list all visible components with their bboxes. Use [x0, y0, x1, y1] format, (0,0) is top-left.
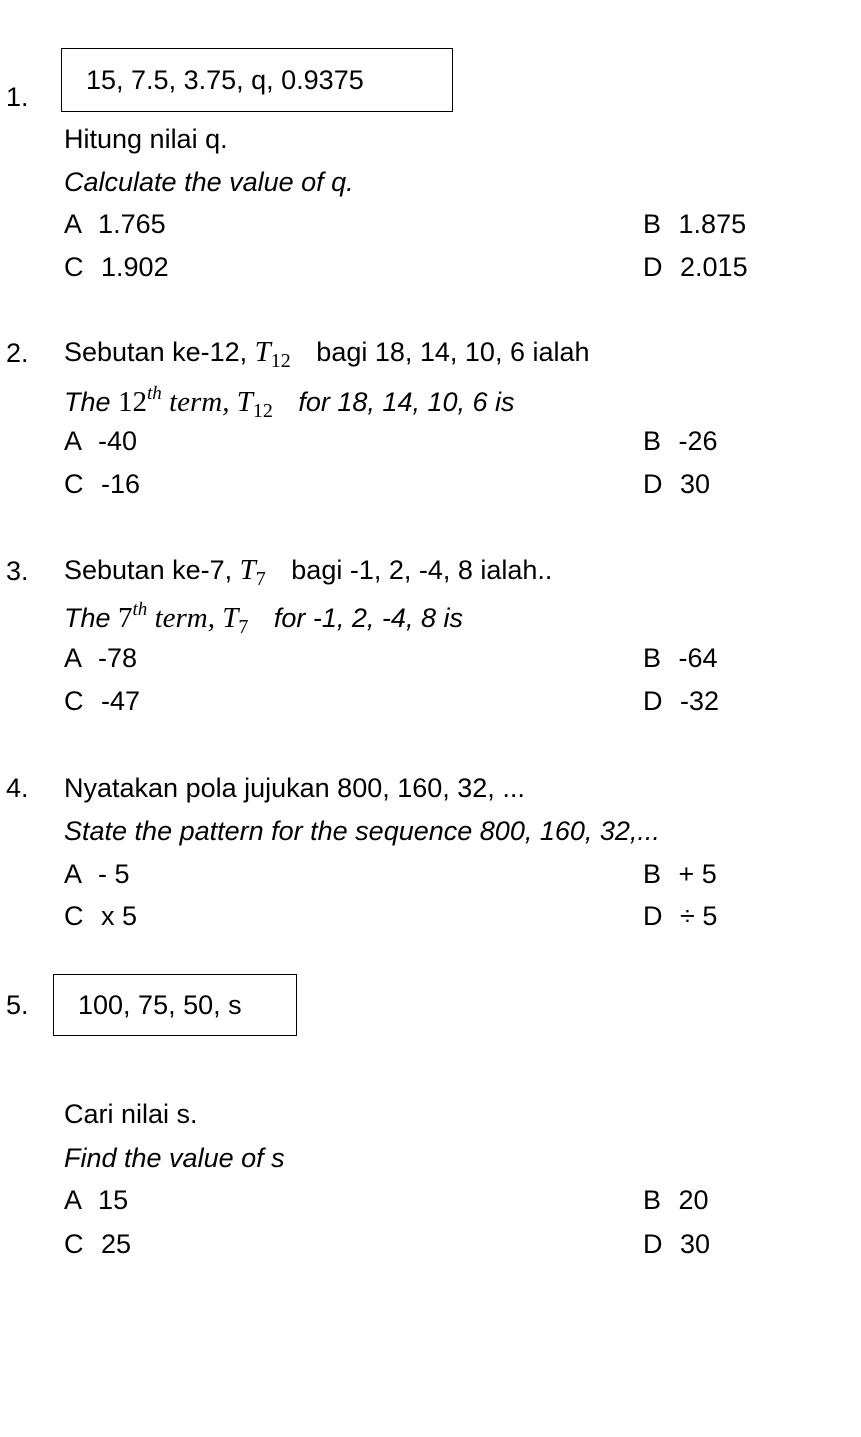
- question-2-malay-text: [64, 338, 590, 371]
- option-letter: B: [643, 426, 662, 456]
- question-1-sequence-box: [61, 48, 453, 112]
- question-4-number: 4.: [6, 773, 29, 803]
- option-letter: A: [64, 209, 81, 239]
- option-letter: A: [64, 426, 81, 456]
- question-3-option-c[interactable]: [64, 688, 140, 715]
- option-value: 30: [680, 1229, 711, 1259]
- question-5-option-c[interactable]: [64, 1231, 131, 1258]
- option-letter: C: [64, 1229, 84, 1259]
- malay-suffix: bagi 18, 14, 10, 6 ialah: [316, 337, 590, 367]
- malay-prefix: Sebutan ke-7,: [64, 555, 240, 585]
- option-value: 2.015: [680, 252, 748, 282]
- question-3-number: 3.: [6, 556, 29, 586]
- option-letter: B: [643, 1185, 662, 1215]
- question-1-option-a[interactable]: [64, 211, 166, 238]
- term-symbol: $T_7$: [239, 554, 266, 590]
- option-letter: D: [643, 686, 663, 716]
- question-5-sequence-box: [53, 974, 297, 1036]
- question-3-malay-text: [64, 556, 552, 589]
- malay-prefix: Sebutan ke-12,: [64, 337, 255, 367]
- option-letter: D: [643, 469, 663, 499]
- question-2-english-text: The 12th term, $T_{12}$ for 18, 14, 10, 6 is: [64, 383, 515, 422]
- question-4-option-a[interactable]: [64, 861, 130, 888]
- question-5-option-b[interactable]: [643, 1187, 709, 1214]
- question-5-sequence: 100, 75, 50, s: [78, 989, 242, 1020]
- question-5-english-text: Find the value of s: [64, 1143, 285, 1173]
- option-value: -47: [101, 686, 141, 716]
- question-4-option-d[interactable]: [643, 903, 717, 930]
- option-value: 30: [680, 469, 711, 499]
- question-3-option-b[interactable]: [643, 645, 718, 672]
- english-suffix: for 18, 14, 10, 6 is: [298, 387, 515, 417]
- option-letter: D: [643, 901, 663, 931]
- option-value: 20: [678, 1185, 709, 1215]
- option-value: -40: [98, 426, 138, 456]
- question-1-option-d[interactable]: [643, 254, 748, 281]
- option-value: 1.875: [678, 209, 747, 239]
- question-1-malay-text: Hitung nilai q.: [64, 124, 228, 154]
- question-3-option-d[interactable]: [643, 688, 719, 715]
- option-letter: B: [643, 859, 662, 889]
- option-letter: A: [64, 859, 81, 889]
- option-letter: B: [643, 643, 662, 673]
- option-letter: C: [64, 686, 84, 716]
- option-letter: A: [64, 643, 81, 673]
- question-5-number: 5.: [6, 990, 29, 1020]
- option-value: - 5: [98, 859, 130, 889]
- question-4-option-b[interactable]: [643, 861, 717, 888]
- option-letter: D: [643, 1229, 663, 1259]
- option-value: 1.902: [101, 252, 169, 282]
- option-letter: D: [643, 252, 663, 282]
- question-2-option-c[interactable]: [64, 471, 140, 498]
- option-value: 1.765: [98, 209, 166, 239]
- question-5-malay-text: Cari nilai s.: [64, 1099, 198, 1129]
- option-letter: C: [64, 469, 84, 499]
- question-1-english-text: Calculate the value of q.: [64, 167, 354, 197]
- option-letter: C: [64, 252, 84, 282]
- option-value: -78: [98, 643, 138, 673]
- option-value: 25: [101, 1229, 132, 1259]
- question-1-option-c[interactable]: [64, 254, 169, 281]
- question-1-option-b[interactable]: [643, 211, 746, 238]
- option-value: 15: [98, 1185, 129, 1215]
- question-2-option-d[interactable]: [643, 471, 710, 498]
- term-symbol: $T_{12}$: [254, 336, 291, 372]
- question-1-number: 1.: [6, 82, 29, 112]
- option-value: -16: [101, 469, 141, 499]
- question-2-option-b[interactable]: [643, 428, 718, 455]
- question-4-option-c[interactable]: [64, 903, 137, 930]
- question-5-option-d[interactable]: [643, 1231, 710, 1258]
- question-2-number: 2.: [6, 338, 29, 368]
- question-1-sequence: 15, 7.5, 3.75, q, 0.9375: [86, 64, 364, 95]
- option-value: x 5: [101, 901, 138, 931]
- option-value: -26: [678, 426, 718, 456]
- option-value: -64: [678, 643, 718, 673]
- question-3-english-text: The 7th term, $T_7$ for -1, 2, -4, 8 is: [64, 599, 463, 638]
- question-4-malay-text: Nyatakan pola jujukan 800, 160, 32, ...: [64, 773, 525, 803]
- question-3-option-a[interactable]: [64, 645, 137, 672]
- malay-suffix: bagi -1, 2, -4, 8 ialah..: [291, 555, 553, 585]
- english-suffix: for -1, 2, -4, 8 is: [273, 603, 463, 633]
- question-5-option-a[interactable]: [64, 1187, 128, 1214]
- option-letter: A: [64, 1185, 81, 1215]
- option-value: -32: [680, 686, 720, 716]
- option-letter: B: [643, 209, 662, 239]
- question-4-english-text: State the pattern for the sequence 800, 160, 32,...: [64, 816, 660, 846]
- option-letter: C: [64, 901, 84, 931]
- option-value: + 5: [678, 859, 717, 889]
- question-2-option-a[interactable]: [64, 428, 137, 455]
- option-value: ÷ 5: [680, 901, 718, 931]
